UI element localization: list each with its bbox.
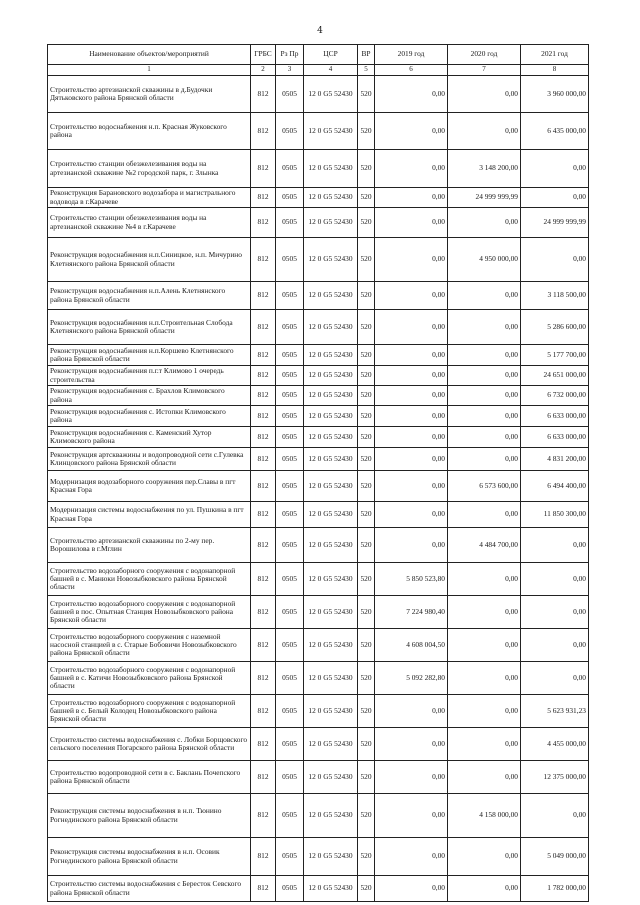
- row-2020-cell: 0,00: [448, 448, 521, 471]
- column-header-grbs: ГРБС: [251, 45, 276, 65]
- row-vr-cell: 520: [358, 662, 375, 695]
- row-2021-cell: 4 831 200,00: [521, 448, 589, 471]
- row-vr-cell: 520: [358, 838, 375, 876]
- row-vr-cell: 520: [358, 471, 375, 502]
- row-2020-cell: 0,00: [448, 76, 521, 113]
- row-vr-cell: 520: [358, 345, 375, 366]
- table-body: [48, 45, 589, 902]
- row-rzpr-cell: 0505: [276, 695, 304, 728]
- table-row: [48, 76, 589, 113]
- column-number: 1: [48, 65, 251, 76]
- row-name-cell: Строительство водозаборного сооружения с водонапорной башней в пос. Опытная Станция Новозыбковского района Брянской области: [48, 596, 251, 629]
- row-csr-cell: 12 0 G5 52430: [304, 238, 358, 282]
- row-csr-cell: 12 0 G5 52430: [304, 188, 358, 208]
- row-vr-cell: 520: [358, 366, 375, 386]
- row-2019-cell: 0,00: [375, 427, 448, 448]
- row-name-cell: Реконструкция Барановского водозабора и магистрального водовода в г.Карачеве: [48, 188, 251, 208]
- row-2019-cell: 7 224 980,40: [375, 596, 448, 629]
- table-row: [48, 528, 589, 563]
- column-header-rzpr: Рз Пр: [276, 45, 304, 65]
- row-grbs-cell: 812: [251, 448, 276, 471]
- table-row: [48, 386, 589, 406]
- table-row: [48, 345, 589, 366]
- row-2020-cell: 0,00: [448, 662, 521, 695]
- table-row: [48, 238, 589, 282]
- row-name-cell: Реконструкция системы водоснабжения в н.п. Осовик Рогнединского района Брянской области: [48, 838, 251, 876]
- row-2021-cell: 12 375 000,00: [521, 761, 589, 794]
- row-vr-cell: 520: [358, 502, 375, 528]
- row-2021-cell: 0,00: [521, 629, 589, 662]
- row-name-cell: Строительство станции обезжелезивания воды на артезианской скважине №2 городской парк, г. Злынка: [48, 150, 251, 188]
- row-vr-cell: 520: [358, 794, 375, 838]
- row-rzpr-cell: 0505: [276, 208, 304, 238]
- row-csr-cell: 12 0 G5 52430: [304, 406, 358, 427]
- row-grbs-cell: 812: [251, 728, 276, 761]
- row-2020-cell: 0,00: [448, 427, 521, 448]
- table-row: [48, 150, 589, 188]
- row-2019-cell: 5 092 282,80: [375, 662, 448, 695]
- table-row: [48, 448, 589, 471]
- row-rzpr-cell: 0505: [276, 662, 304, 695]
- column-number: 4: [304, 65, 358, 76]
- row-2019-cell: 0,00: [375, 386, 448, 406]
- row-rzpr-cell: 0505: [276, 386, 304, 406]
- budget-table: [47, 44, 589, 902]
- row-2021-cell: 0,00: [521, 528, 589, 563]
- row-rzpr-cell: 0505: [276, 728, 304, 761]
- row-2019-cell: 0,00: [375, 794, 448, 838]
- row-vr-cell: 520: [358, 596, 375, 629]
- row-vr-cell: 520: [358, 406, 375, 427]
- row-grbs-cell: 812: [251, 662, 276, 695]
- row-2019-cell: 0,00: [375, 208, 448, 238]
- row-vr-cell: 520: [358, 386, 375, 406]
- row-2019-cell: 0,00: [375, 406, 448, 427]
- row-2020-cell: 0,00: [448, 282, 521, 310]
- column-number: 2: [251, 65, 276, 76]
- column-number-row: [48, 65, 589, 76]
- row-2020-cell: 0,00: [448, 563, 521, 596]
- row-2021-cell: 4 455 000,00: [521, 728, 589, 761]
- row-grbs-cell: 812: [251, 838, 276, 876]
- row-grbs-cell: 812: [251, 695, 276, 728]
- row-csr-cell: 12 0 G5 52430: [304, 150, 358, 188]
- table-row: [48, 662, 589, 695]
- table-row: [48, 761, 589, 794]
- row-csr-cell: 12 0 G5 52430: [304, 282, 358, 310]
- row-2020-cell: 4 158 000,00: [448, 794, 521, 838]
- row-grbs-cell: 812: [251, 238, 276, 282]
- row-rzpr-cell: 0505: [276, 366, 304, 386]
- row-rzpr-cell: 0505: [276, 502, 304, 528]
- row-vr-cell: 520: [358, 282, 375, 310]
- row-2020-cell: 0,00: [448, 728, 521, 761]
- row-rzpr-cell: 0505: [276, 596, 304, 629]
- row-2021-cell: 0,00: [521, 596, 589, 629]
- row-grbs-cell: 812: [251, 629, 276, 662]
- row-name-cell: Модернизация системы водоснабжения по ул. Пушкина в пгт Красная Гора: [48, 502, 251, 528]
- row-csr-cell: 12 0 G5 52430: [304, 427, 358, 448]
- row-2020-cell: 0,00: [448, 695, 521, 728]
- row-grbs-cell: 812: [251, 596, 276, 629]
- row-2020-cell: 0,00: [448, 596, 521, 629]
- table-row: [48, 282, 589, 310]
- table-row: [48, 406, 589, 427]
- table-row: [48, 596, 589, 629]
- row-rzpr-cell: 0505: [276, 794, 304, 838]
- row-rzpr-cell: 0505: [276, 188, 304, 208]
- row-name-cell: Строительство водозаборного сооружения с наземной насосной станцией в с. Старые Бобовичи Новозыбковского района Брянской области: [48, 629, 251, 662]
- row-2021-cell: 6 633 000,00: [521, 427, 589, 448]
- row-vr-cell: 520: [358, 310, 375, 345]
- column-header-csr: ЦСР: [304, 45, 358, 65]
- row-grbs-cell: 812: [251, 386, 276, 406]
- row-csr-cell: 12 0 G5 52430: [304, 76, 358, 113]
- row-name-cell: Реконструкция водоснабжения с. Истопки Климовского района: [48, 406, 251, 427]
- row-grbs-cell: 812: [251, 471, 276, 502]
- row-2021-cell: 1 782 000,00: [521, 876, 589, 902]
- row-csr-cell: 12 0 G5 52430: [304, 876, 358, 902]
- row-grbs-cell: 812: [251, 794, 276, 838]
- row-rzpr-cell: 0505: [276, 563, 304, 596]
- row-vr-cell: 520: [358, 427, 375, 448]
- row-name-cell: Реконструкция водоснабжения с. Брахлов Климовского района: [48, 386, 251, 406]
- row-2020-cell: 0,00: [448, 208, 521, 238]
- row-name-cell: Реконструкция водоснабжения н.п.Синицкое, н.п. Мичурино Клетнянского района Брянской области: [48, 238, 251, 282]
- row-2020-cell: 0,00: [448, 406, 521, 427]
- row-2019-cell: 0,00: [375, 528, 448, 563]
- page-number: 4: [317, 26, 323, 36]
- row-2020-cell: 0,00: [448, 838, 521, 876]
- row-2021-cell: 0,00: [521, 563, 589, 596]
- row-2019-cell: 4 608 004,50: [375, 629, 448, 662]
- row-rzpr-cell: 0505: [276, 406, 304, 427]
- row-2019-cell: 0,00: [375, 310, 448, 345]
- row-rzpr-cell: 0505: [276, 238, 304, 282]
- column-number: 5: [358, 65, 375, 76]
- row-2020-cell: 3 148 200,00: [448, 150, 521, 188]
- row-csr-cell: 12 0 G5 52430: [304, 471, 358, 502]
- row-csr-cell: 12 0 G5 52430: [304, 386, 358, 406]
- row-rzpr-cell: 0505: [276, 448, 304, 471]
- table-row: [48, 471, 589, 502]
- row-2019-cell: 0,00: [375, 502, 448, 528]
- row-2019-cell: 0,00: [375, 728, 448, 761]
- row-grbs-cell: 812: [251, 528, 276, 563]
- column-header-vr: ВР: [358, 45, 375, 65]
- table-row: [48, 728, 589, 761]
- row-2020-cell: 0,00: [448, 310, 521, 345]
- row-csr-cell: 12 0 G5 52430: [304, 208, 358, 238]
- table-row: [48, 188, 589, 208]
- row-name-cell: Строительство системы водоснабжения с Бересток Севского района Брянской области: [48, 876, 251, 902]
- row-2020-cell: 24 999 999,99: [448, 188, 521, 208]
- row-name-cell: Реконструкция артскважины и водопроводной сети с.Гулевка Клинцовского района Брянской области: [48, 448, 251, 471]
- row-2019-cell: 0,00: [375, 188, 448, 208]
- row-csr-cell: 12 0 G5 52430: [304, 596, 358, 629]
- row-name-cell: Реконструкция водоснабжения н.п.Алень Клетнянского района Брянской области: [48, 282, 251, 310]
- row-name-cell: Строительство водозаборного сооружения с водонапорной башней в с. Белый Колодец Новозыбковского района Брянской области: [48, 695, 251, 728]
- row-vr-cell: 520: [358, 150, 375, 188]
- table-row: [48, 208, 589, 238]
- row-grbs-cell: 812: [251, 427, 276, 448]
- row-rzpr-cell: 0505: [276, 629, 304, 662]
- row-2019-cell: 0,00: [375, 761, 448, 794]
- row-2020-cell: 0,00: [448, 345, 521, 366]
- row-name-cell: Реконструкция водоснабжения п.г.т Климово 1 очередь строительства: [48, 366, 251, 386]
- row-vr-cell: 520: [358, 761, 375, 794]
- row-rzpr-cell: 0505: [276, 76, 304, 113]
- header-row: [48, 45, 589, 65]
- row-2019-cell: 0,00: [375, 366, 448, 386]
- row-grbs-cell: 812: [251, 76, 276, 113]
- row-vr-cell: 520: [358, 528, 375, 563]
- row-2021-cell: 24 999 999,99: [521, 208, 589, 238]
- row-vr-cell: 520: [358, 629, 375, 662]
- column-number: 3: [276, 65, 304, 76]
- row-name-cell: Строительство системы водоснабжения с. Лобки Борщовского сельского поселения Погарского района Брянской области: [48, 728, 251, 761]
- row-2019-cell: 0,00: [375, 695, 448, 728]
- row-2021-cell: 5 623 931,23: [521, 695, 589, 728]
- row-2021-cell: 0,00: [521, 794, 589, 838]
- row-2019-cell: 0,00: [375, 150, 448, 188]
- row-name-cell: Строительство водоснабжения н.п. Красная Жуковского района: [48, 113, 251, 150]
- row-2021-cell: 3 118 500,00: [521, 282, 589, 310]
- row-rzpr-cell: 0505: [276, 528, 304, 563]
- row-name-cell: Строительство водозаборного сооружения с водонапорной башней в с. Катичи Новозыбковского района Брянской области: [48, 662, 251, 695]
- table-row: [48, 794, 589, 838]
- row-grbs-cell: 812: [251, 188, 276, 208]
- row-grbs-cell: 812: [251, 502, 276, 528]
- row-rzpr-cell: 0505: [276, 113, 304, 150]
- table-row: [48, 876, 589, 902]
- row-2020-cell: 0,00: [448, 113, 521, 150]
- row-2019-cell: 0,00: [375, 876, 448, 902]
- row-rzpr-cell: 0505: [276, 150, 304, 188]
- column-header-2021: 2021 год: [521, 45, 589, 65]
- row-csr-cell: 12 0 G5 52430: [304, 662, 358, 695]
- row-2019-cell: 0,00: [375, 113, 448, 150]
- row-name-cell: Реконструкция системы водоснабжения в н.п. Тюнино Рогнединского района Брянской области: [48, 794, 251, 838]
- row-grbs-cell: 812: [251, 310, 276, 345]
- row-name-cell: Модернизация водозаборного сооружения пер.Славы в пгт Красная Гора: [48, 471, 251, 502]
- table-row: [48, 695, 589, 728]
- row-rzpr-cell: 0505: [276, 876, 304, 902]
- row-2019-cell: 0,00: [375, 345, 448, 366]
- row-grbs-cell: 812: [251, 150, 276, 188]
- row-2021-cell: 0,00: [521, 150, 589, 188]
- table-row: [48, 366, 589, 386]
- row-grbs-cell: 812: [251, 876, 276, 902]
- row-grbs-cell: 812: [251, 366, 276, 386]
- row-2020-cell: 0,00: [448, 761, 521, 794]
- row-2020-cell: 0,00: [448, 502, 521, 528]
- row-csr-cell: 12 0 G5 52430: [304, 502, 358, 528]
- row-2021-cell: 5 286 600,00: [521, 310, 589, 345]
- column-number: 6: [375, 65, 448, 76]
- row-2019-cell: 0,00: [375, 282, 448, 310]
- row-2020-cell: 0,00: [448, 366, 521, 386]
- row-csr-cell: 12 0 G5 52430: [304, 761, 358, 794]
- row-2020-cell: 0,00: [448, 629, 521, 662]
- row-rzpr-cell: 0505: [276, 345, 304, 366]
- row-vr-cell: 520: [358, 695, 375, 728]
- row-rzpr-cell: 0505: [276, 761, 304, 794]
- row-2021-cell: 0,00: [521, 188, 589, 208]
- row-csr-cell: 12 0 G5 52430: [304, 563, 358, 596]
- row-csr-cell: 12 0 G5 52430: [304, 366, 358, 386]
- row-rzpr-cell: 0505: [276, 471, 304, 502]
- row-vr-cell: 520: [358, 76, 375, 113]
- row-2020-cell: 4 484 700,00: [448, 528, 521, 563]
- row-grbs-cell: 812: [251, 563, 276, 596]
- column-header-2020: 2020 год: [448, 45, 521, 65]
- table-row: [48, 427, 589, 448]
- column-number: 8: [521, 65, 589, 76]
- row-rzpr-cell: 0505: [276, 282, 304, 310]
- table-row: [48, 113, 589, 150]
- row-name-cell: Реконструкция водоснабжения н.п.Коршево Клетнянского района Брянской области: [48, 345, 251, 366]
- row-name-cell: Строительство артезианской скважины в д.Будочки Дятьковского района Брянской области: [48, 76, 251, 113]
- row-2021-cell: 0,00: [521, 238, 589, 282]
- row-vr-cell: 520: [358, 208, 375, 238]
- row-csr-cell: 12 0 G5 52430: [304, 629, 358, 662]
- row-2021-cell: 5 049 000,00: [521, 838, 589, 876]
- row-2019-cell: 0,00: [375, 76, 448, 113]
- row-2019-cell: 0,00: [375, 238, 448, 282]
- row-2021-cell: 24 651 000,00: [521, 366, 589, 386]
- row-vr-cell: 520: [358, 238, 375, 282]
- row-name-cell: Строительство артезианской скважины по 2-му пер. Ворошилова в г.Мглин: [48, 528, 251, 563]
- row-2019-cell: 5 850 523,80: [375, 563, 448, 596]
- row-name-cell: Реконструкция водоснабжения с. Каменский Хутор Климовского района: [48, 427, 251, 448]
- row-2020-cell: 6 573 600,00: [448, 471, 521, 502]
- row-2021-cell: 11 850 300,00: [521, 502, 589, 528]
- column-header-2019: 2019 год: [375, 45, 448, 65]
- table-row: [48, 838, 589, 876]
- row-vr-cell: 520: [358, 188, 375, 208]
- row-2020-cell: 0,00: [448, 386, 521, 406]
- row-csr-cell: 12 0 G5 52430: [304, 728, 358, 761]
- row-name-cell: Строительство станции обезжелезивания воды на артезианской скважине №4 в г.Карачеве: [48, 208, 251, 238]
- row-2021-cell: 6 732 000,00: [521, 386, 589, 406]
- row-2021-cell: 0,00: [521, 662, 589, 695]
- column-header-name: Наименование объектов/мероприятий: [48, 45, 251, 65]
- row-vr-cell: 520: [358, 448, 375, 471]
- row-rzpr-cell: 0505: [276, 427, 304, 448]
- row-name-cell: Реконструкция водоснабжения н.п.Строительная Слобода Клетнянского района Брянской области: [48, 310, 251, 345]
- row-2021-cell: 6 633 000,00: [521, 406, 589, 427]
- table-row: [48, 629, 589, 662]
- row-vr-cell: 520: [358, 876, 375, 902]
- row-2019-cell: 0,00: [375, 838, 448, 876]
- row-2021-cell: 3 960 000,00: [521, 76, 589, 113]
- row-vr-cell: 520: [358, 113, 375, 150]
- row-name-cell: Строительство водозаборного сооружения с водонапорной башней в с. Манюки Новозыбковского района Брянской области: [48, 563, 251, 596]
- table-row: [48, 310, 589, 345]
- row-rzpr-cell: 0505: [276, 310, 304, 345]
- row-2020-cell: 4 950 000,00: [448, 238, 521, 282]
- row-vr-cell: 520: [358, 563, 375, 596]
- row-grbs-cell: 812: [251, 406, 276, 427]
- row-csr-cell: 12 0 G5 52430: [304, 528, 358, 563]
- row-rzpr-cell: 0505: [276, 838, 304, 876]
- row-grbs-cell: 812: [251, 761, 276, 794]
- row-grbs-cell: 812: [251, 113, 276, 150]
- row-grbs-cell: 812: [251, 345, 276, 366]
- row-grbs-cell: 812: [251, 208, 276, 238]
- row-2021-cell: 6 494 400,00: [521, 471, 589, 502]
- row-csr-cell: 12 0 G5 52430: [304, 113, 358, 150]
- row-csr-cell: 12 0 G5 52430: [304, 838, 358, 876]
- row-2020-cell: 0,00: [448, 876, 521, 902]
- row-2019-cell: 0,00: [375, 448, 448, 471]
- row-csr-cell: 12 0 G5 52430: [304, 345, 358, 366]
- row-csr-cell: 12 0 G5 52430: [304, 310, 358, 345]
- row-2019-cell: 0,00: [375, 471, 448, 502]
- table-row: [48, 502, 589, 528]
- row-csr-cell: 12 0 G5 52430: [304, 448, 358, 471]
- row-grbs-cell: 812: [251, 282, 276, 310]
- row-name-cell: Строительство водопроводной сети в с. Баклань Почепского района Брянской области: [48, 761, 251, 794]
- column-number: 7: [448, 65, 521, 76]
- row-2021-cell: 5 177 700,00: [521, 345, 589, 366]
- table-row: [48, 563, 589, 596]
- row-csr-cell: 12 0 G5 52430: [304, 695, 358, 728]
- row-csr-cell: 12 0 G5 52430: [304, 794, 358, 838]
- row-2021-cell: 6 435 000,00: [521, 113, 589, 150]
- row-vr-cell: 520: [358, 728, 375, 761]
